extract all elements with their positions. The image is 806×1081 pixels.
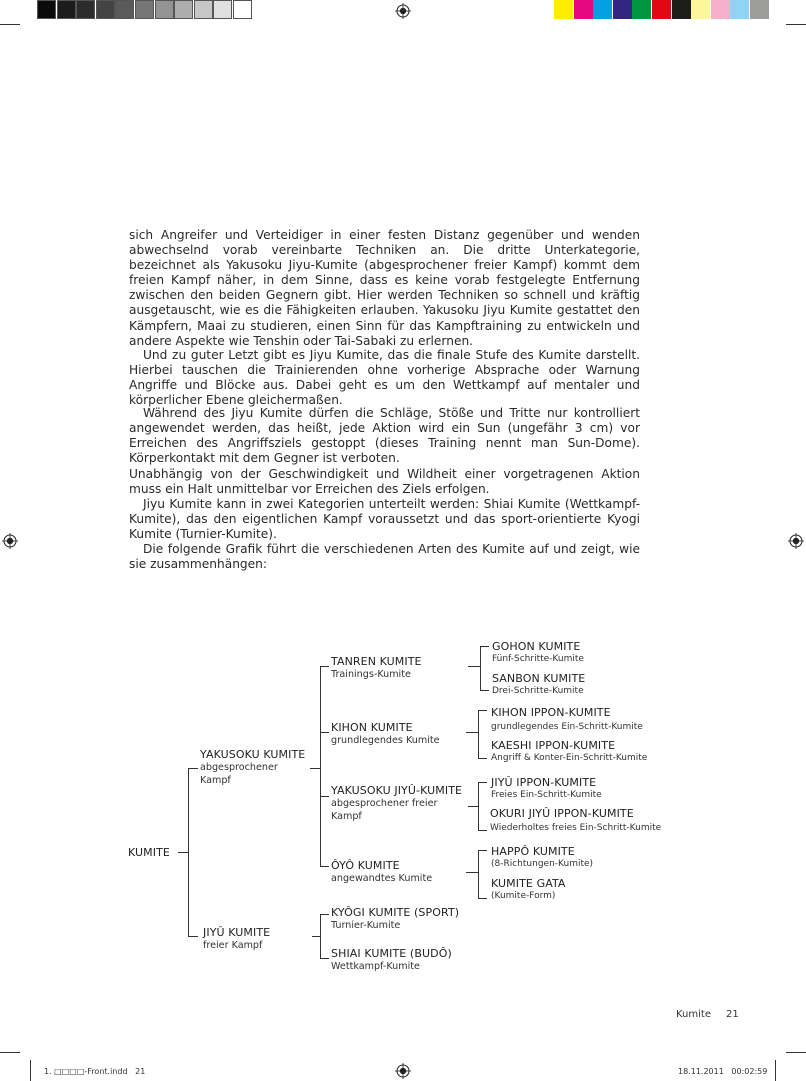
node-subtitle: Wettkampf-Kumite — [331, 961, 420, 972]
node-title: TANREN KUMITE — [331, 655, 422, 668]
registration-mark-icon — [2, 533, 18, 549]
node-subtitle: grundlegendes Kumite — [331, 735, 440, 746]
node-title: KIHON KUMITE — [331, 721, 413, 734]
node-subtitle: Wiederholtes freies Ein-Schritt-Kumite — [490, 823, 662, 833]
node-kyogi-kumite — [331, 906, 459, 932]
registration-mark-icon — [395, 3, 411, 19]
color-swatch — [711, 0, 730, 19]
connector — [320, 958, 329, 959]
gray-swatch — [135, 0, 154, 19]
node-yakusoku-kumite — [200, 748, 305, 787]
node-subtitle: (8-Richtungen-Kumite) — [491, 859, 594, 869]
connector — [320, 914, 321, 958]
connector — [478, 782, 487, 783]
gray-swatch — [57, 0, 76, 19]
crop-mark — [775, 1060, 776, 1081]
node-title: SANBON KUMITE — [492, 672, 586, 685]
node-title: YAKUSOKU KUMITE — [200, 748, 306, 761]
gray-swatch — [96, 0, 115, 19]
connector — [480, 646, 489, 647]
gray-swatch — [174, 0, 193, 19]
node-title: SHIAI KUMITE (BUDÔ) — [331, 947, 452, 960]
node-subtitle: Trainings-Kumite — [331, 669, 411, 680]
node-subtitle: Angriff & Konter-Ein-Schritt-Kumite — [491, 753, 648, 763]
connector — [312, 936, 320, 937]
node-happo-kumite — [491, 845, 593, 871]
node-subtitle: angewandtes Kumite — [331, 873, 433, 884]
node-jiyu-ippon-kumite — [491, 776, 602, 802]
crop-mark — [30, 1060, 31, 1081]
gray-swatch — [155, 0, 174, 19]
crop-mark — [0, 1052, 20, 1053]
color-swatch — [730, 0, 749, 19]
connector — [480, 690, 489, 691]
node-yakusoku-jiyu-kumite — [331, 784, 462, 823]
node-subtitle: abgesprochener Kampf — [200, 762, 278, 786]
gray-swatch — [37, 0, 56, 19]
connector — [468, 806, 478, 807]
connector — [320, 666, 329, 667]
node-title: KAESHI IPPON-KUMITE — [491, 739, 616, 752]
connector — [478, 898, 487, 899]
connector — [480, 646, 481, 690]
node-subtitle: Drei-Schritte-Kumite — [492, 686, 584, 696]
node-kumite-gata — [491, 877, 566, 903]
crop-mark — [786, 1052, 806, 1053]
connector — [468, 666, 480, 667]
connector — [320, 666, 321, 866]
node-jiyu-kumite — [203, 926, 270, 952]
node-subtitle: Freies Ein-Schritt-Kumite — [491, 790, 602, 800]
connector — [466, 872, 478, 873]
node-subtitle: abgesprochener freier Kampf — [331, 798, 438, 822]
crop-mark — [786, 24, 806, 25]
gray-swatch — [76, 0, 95, 19]
connector — [178, 852, 188, 853]
color-swatch — [750, 0, 769, 19]
node-title: YAKUSOKU JIYÛ-KUMITE — [331, 784, 463, 797]
connector — [478, 850, 479, 898]
connector — [310, 768, 320, 769]
registration-mark-icon — [395, 1063, 411, 1079]
node-title: ÔYÔ KUMITE — [331, 859, 400, 872]
running-footer-section: Kumite — [676, 1009, 711, 1020]
node-gohon-kumite — [492, 640, 584, 666]
paragraph-text: Die folgende Grafik führt die verschiedenen Arten des Kumite auf und zeigt, wie sie zusammenhängen: — [129, 542, 640, 572]
node-title: JIYÛ IPPON-KUMITE — [491, 776, 597, 789]
paragraph — [129, 497, 640, 542]
connector — [466, 732, 478, 733]
node-kihon-ippon-kumite — [491, 706, 643, 734]
paragraph — [129, 542, 640, 572]
node-tanren-kumite — [331, 655, 422, 681]
connector — [320, 914, 329, 915]
node-oyo-kumite — [331, 859, 432, 885]
connector — [188, 768, 189, 936]
registration-mark-icon — [788, 533, 804, 549]
connector — [478, 850, 487, 851]
node-subtitle: freier Kampf — [203, 940, 263, 951]
connector — [478, 758, 487, 759]
node-shiai-kumite — [331, 947, 452, 973]
color-swatch — [613, 0, 632, 19]
node-subtitle: (Kumite-Form) — [491, 891, 556, 901]
gray-swatch — [194, 0, 213, 19]
paragraph: Unabhängig von der Geschwindigkeit und Wildheit einer vorgetragenen Aktion muss ein Halt unmittelbar vor Erreichen des Ziels erfolgen. — [129, 467, 640, 497]
connector — [320, 732, 329, 733]
paragraph-text: Jiyu Kumite kann in zwei Kategorien unterteilt werden: Shiai Kumite (Wettkampf-Kumite), das den eigentlichen Kampf voraussetzt und das sport-orientierte Kyogi Kumite (Turnier-Kumite). — [129, 497, 640, 542]
crop-mark — [0, 24, 20, 25]
node-subtitle: Turnier-Kumite — [331, 920, 401, 931]
paragraph: sich Angreifer und Verteidiger in einer festen Distanz gegenüber und wenden abwechselnd vorab vereinbarte Techniken an. Die dritte Unterkategorie, bezeichnet als Yakusoku Jiyu-Kumite (abgesprochener freier Kampf) kommt dem freien Kampf näher, in dem Sinne, dass es keine vorab festgelegte Entfernung zwischen den beiden Gegnern gibt. Hier werden Techniken so schnell und kräftig ausgetauscht, wie es die Fähigkeiten erlauben. Yakusoku Jiyu Kumite gestattet den Kämpfern, Maai zu studieren, einen Sinn für das Kampftraining zu entwickeln und andere Aspekte wie Tenshin oder Tai-Sabaki zu erlernen. — [129, 228, 640, 348]
connector — [320, 796, 329, 797]
slug-timestamp: 18.11.2011 00:02:59 — [678, 1067, 768, 1076]
node-sanbon-kumite — [492, 672, 585, 698]
node-title: GOHON KUMITE — [492, 640, 581, 653]
node-title: KIHON IPPON-KUMITE — [491, 706, 611, 719]
color-swatch — [554, 0, 573, 19]
node-kihon-kumite — [331, 721, 440, 747]
node-title: HAPPÔ KUMITE — [491, 845, 575, 858]
color-swatch — [593, 0, 612, 19]
color-swatch — [574, 0, 593, 19]
node-subtitle: Fünf-Schritte-Kumite — [492, 654, 584, 664]
paragraph-text: Und zu guter Letzt gibt es Jiyu Kumite, das die finale Stufe des Kumite darstellt. Hierbei tauschen die Trainierenden ohne vorherige Absprache oder Warnung Angriffe und Blöcke aus. Dabei geht es um den Wettkampf auf mentaler und körperlicher Ebene gleichermaßen. — [129, 348, 640, 408]
node-okuri-jiyu-ippon-kumite — [490, 807, 661, 835]
color-swatch — [652, 0, 671, 19]
paragraph — [129, 406, 640, 466]
paragraph — [129, 348, 640, 408]
connector — [320, 866, 329, 867]
gray-swatch — [115, 0, 134, 19]
node-title: KYÔGI KUMITE (SPORT) — [331, 906, 460, 919]
connector — [478, 710, 487, 711]
gray-swatch — [233, 0, 252, 19]
paragraph-text: Während des Jiyu Kumite dürfen die Schläge, Stöße und Tritte nur kontrolliert angewendet werden, das heißt, jede Aktion wird ein Sun (ungefähr 3 cm) vor Erreichen des Angriffsziels gestoppt (dieses Training nennt man Sun-Dome). Körperkontakt mit dem Gegner ist verboten. — [129, 406, 640, 466]
connector — [188, 936, 198, 937]
connector — [478, 830, 487, 831]
color-swatch — [672, 0, 691, 19]
node-title: OKURI JIYÛ IPPON-KUMITE — [490, 807, 634, 820]
slug-filename: 1. □□□□-Front.indd 21 — [44, 1067, 146, 1076]
connector — [188, 768, 198, 769]
node-subtitle: grundlegendes Ein-Schritt-Kumite — [491, 722, 643, 732]
page-number: 21 — [726, 1009, 739, 1020]
connector — [478, 782, 479, 830]
connector — [478, 710, 479, 758]
node-kumite: KUMITE — [128, 846, 170, 859]
node-kaeshi-ippon-kumite — [491, 739, 647, 765]
color-swatch — [691, 0, 710, 19]
node-title: KUMITE GATA — [491, 877, 566, 890]
color-swatch — [632, 0, 651, 19]
gray-swatch — [213, 0, 232, 19]
node-title: JIYÛ KUMITE — [203, 926, 271, 939]
